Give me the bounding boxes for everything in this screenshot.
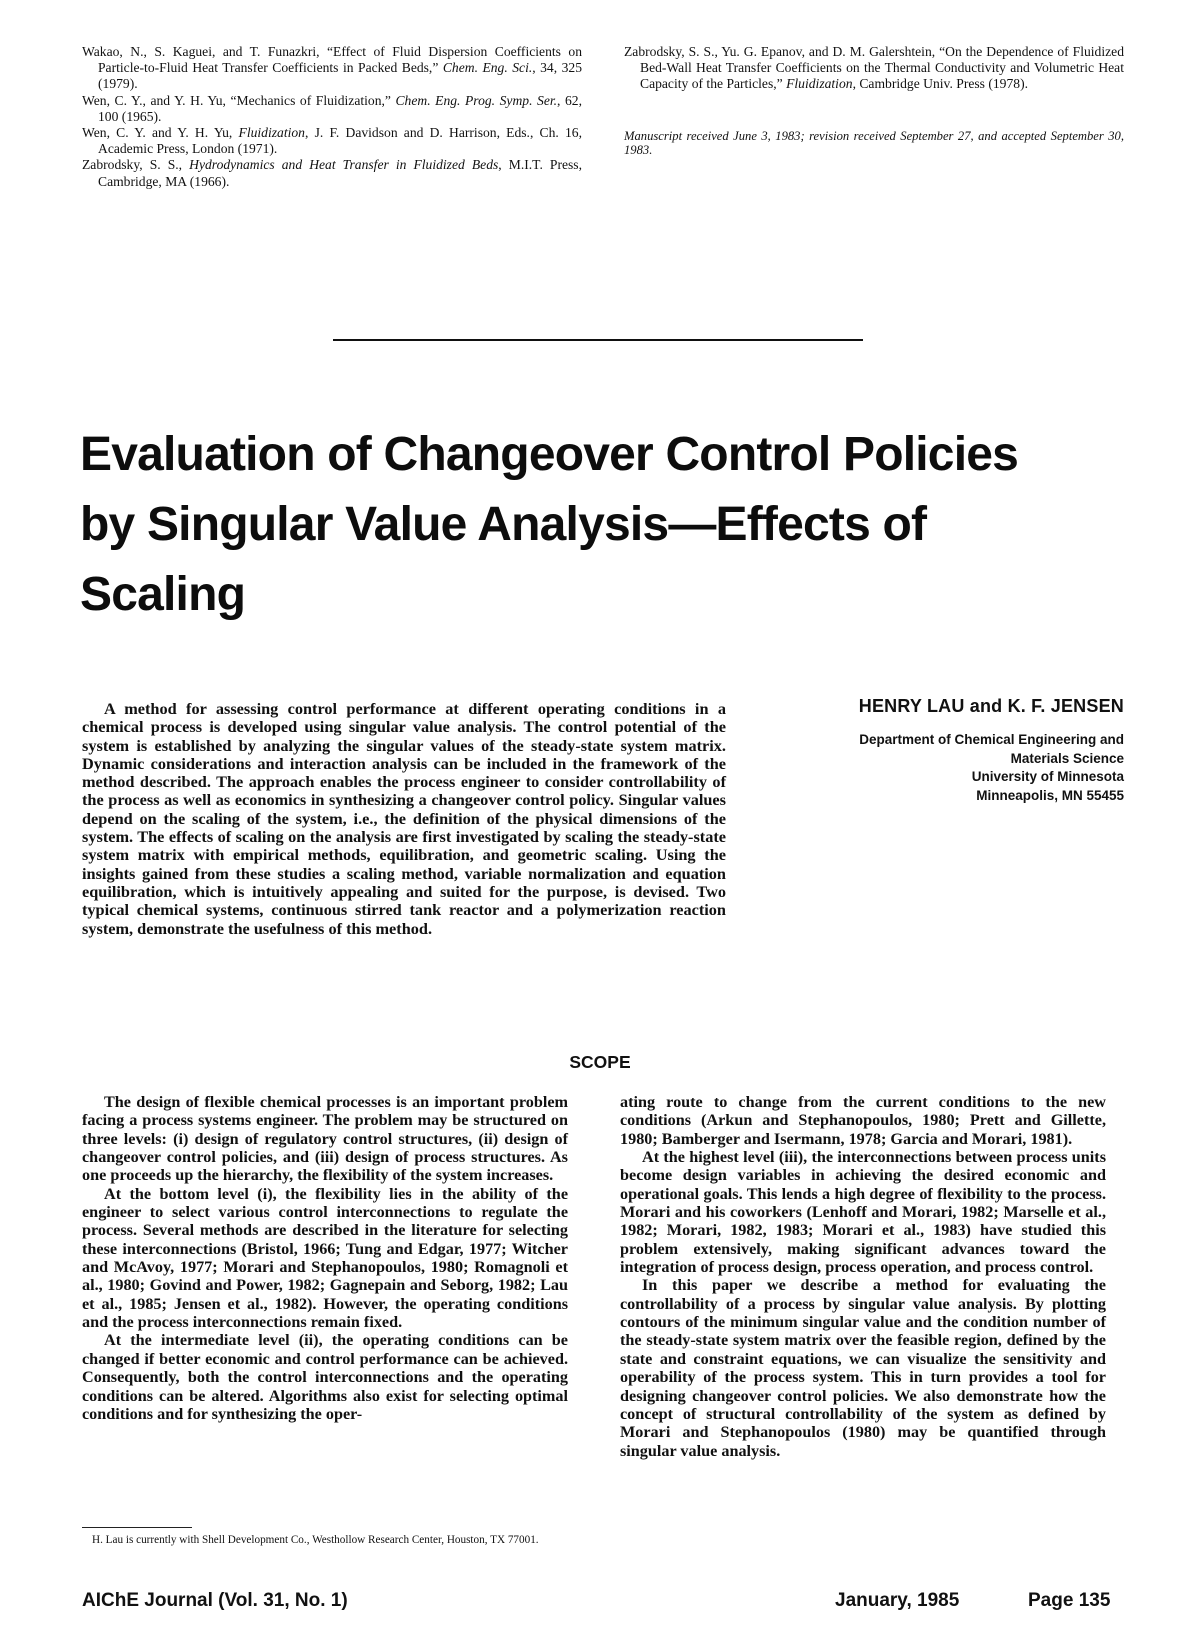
- body-paragraph: The design of flexible chemical processes is an important problem facing a process systems engineer. The problem may be structured on three levels: (i) design of regulatory control structures, (ii) design of changeover control policies, and (iii) design of process structures. As one proceeds up the hierarchy, the flexibility of the system increases.: [82, 1093, 568, 1185]
- affiliation-line: Materials Science: [1010, 750, 1124, 766]
- abstract: A method for assessing control performance at different operating conditions in a chemical process is developed using singular value analysis. The control potential of the system is established by analyzing the singular values of the steady-state system matrix. Dynamic considerations and interaction analysis can be included in the framework of the method described. The approach enables the process engineer to consider controllability of the process as well as economics in synthesizing a changeover control policy. Singular values depend on the scaling of the system, i.e., the definition of the physical dimensions of the system. The effects of scaling on the analysis are first investigated by scaling the steady-state system matrix with empirical methods, equilibration, and geometric scaling. Using the insights gained from these studies a scaling method, variable normalization and equation equilibration, which is intuitively appealing and suited for the purpose, is devised. Two typical chemical systems, continuous stirred tank reactor and a polymerization reaction system, demonstrate the usefulness of this method.: [82, 699, 726, 938]
- reference-entry: Zabrodsky, S. S., Hydrodynamics and Heat Transfer in Fluidized Beds, M.I.T. Press, Cambridge, MA (1966).: [82, 157, 582, 189]
- body-paragraph: ating route to change from the current conditions to the new conditions (Arkun and Stephanopoulos, 1980; Prett and Gillette, 1980; Bamberger and Isermann, 1978; Garcia and Morari, 1981).: [620, 1093, 1106, 1148]
- footnote-rule: [82, 1527, 192, 1528]
- reference-entry: Wakao, N., S. Kaguei, and T. Funazkri, “Effect of Fluid Dispersion Coefficients on Particle-to-Fluid Heat Transfer Coefficients in Packed Beds,” Chem. Eng. Sci., 34, 325 (1979).: [82, 44, 582, 92]
- section-divider-rule: [333, 339, 863, 341]
- article-title: [80, 420, 1120, 630]
- title-line: by Singular Value Analysis—Effects of: [80, 498, 927, 551]
- body-paragraph: In this paper we describe a method for evaluating the controllability of a process by singular value analysis. By plotting contours of the minimum singular value and the condition number of the steady-state system matrix over the feasible region, defined by the state and constraint equations, we can visualize the sensitivity and operability of the process system. This in turn provides a tool for designing changeover control policies. We also demonstrate how the concept of structural controllability of the system as defined by Morari and Stephanopoulos (1980) may be quantified through singular value analysis.: [620, 1276, 1106, 1460]
- journal-citation: AIChE Journal (Vol. 31, No. 1): [82, 1590, 348, 1611]
- scope-heading: SCOPE: [569, 1052, 631, 1072]
- footnote: H. Lau is currently with Shell Development Co., Westhollow Research Center, Houston, TX 77001.: [92, 1534, 539, 1546]
- references-left-column: [82, 44, 582, 190]
- affiliation: [859, 731, 1124, 805]
- references-right-column: [624, 44, 1124, 158]
- title-line: Scaling: [80, 568, 246, 621]
- affiliation-line: Department of Chemical Engineering and: [859, 732, 1124, 747]
- manuscript-received-note: Manuscript received June 3, 1983; revision received September 27, and accepted September 30, 1983.: [624, 128, 1124, 158]
- reference-entry: Wen, C. Y., and Y. H. Yu, “Mechanics of Fluidization,” Chem. Eng. Prog. Symp. Ser., 62, 100 (1965).: [82, 92, 582, 124]
- author-names: HENRY LAU and K. F. JENSEN: [858, 696, 1124, 716]
- title-line: Evaluation of Changeover Control Policies: [80, 428, 1019, 481]
- body-paragraph: At the highest level (iii), the interconnections between process units become design variables in achieving the desired economic and operational goals. This lends a high degree of flexibility to the process. Morari and his coworkers (Lenhoff and Morari, 1982; Marselle et al., 1982; Morari, 1982, 1983; Morari et al., 1983) have studied this problem extensively, making significant advances toward the integration of process design, process operation, and process control.: [620, 1148, 1106, 1277]
- scope-left-column: [82, 1093, 568, 1423]
- scope-right-column: [620, 1093, 1106, 1460]
- issue-date: January, 1985: [835, 1590, 960, 1611]
- body-paragraph: At the bottom level (i), the flexibility lies in the ability of the engineer to select various control interconnections to regulate the process. Several methods are described in the literature for selecting these interconnections (Bristol, 1966; Tung and Edgar, 1977; Witcher and McAvoy, 1977; Morari and Stephanopoulos, 1980; Romagnoli et al., 1980; Govind and Power, 1982; Gagnepain and Seborg, 1982; Lau et al., 1985; Jensen et al., 1982). However, the operating conditions and the process interconnections remain fixed.: [82, 1184, 568, 1332]
- page-number: Page 135: [1028, 1590, 1111, 1611]
- reference-entry: Wen, C. Y. and Y. H. Yu, Fluidization, J. F. Davidson and D. Harrison, Eds., Ch. 16, Academic Press, London (1971).: [82, 125, 582, 157]
- author-block: [859, 696, 1124, 805]
- affiliation-line: University of Minnesota: [971, 769, 1124, 785]
- affiliation-line: Minneapolis, MN 55455: [976, 787, 1124, 803]
- reference-entry: Zabrodsky, S. S., Yu. G. Epanov, and D. M. Galershtein, “On the Dependence of Fluidized Bed-Wall Heat Transfer Coefficients on the Thermal Conductivity and Volumetric Heat Capacity of the Particles,” Fluidization, Cambridge Univ. Press (1978).: [624, 44, 1124, 92]
- body-paragraph: At the intermediate level (ii), the operating conditions can be changed if better economic and control performance can be achieved. Consequently, both the control interconnections and the operating conditions can be altered. Algorithms also exist for selecting optimal conditions and for synthesizing the oper-: [82, 1331, 568, 1423]
